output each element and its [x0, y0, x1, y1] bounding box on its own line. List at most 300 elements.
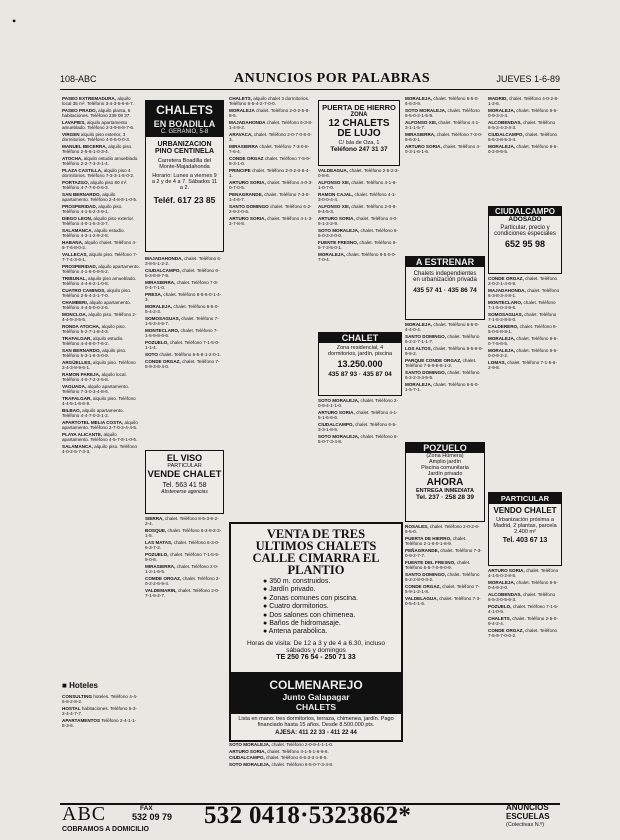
entry-text: chalet. Teléfono 4-1-3-0-0-4-4. — [318, 192, 397, 203]
classified-entry — [62, 192, 140, 203]
classified-entry — [405, 322, 483, 333]
ad-bullet-item — [263, 578, 401, 586]
classified-entry — [405, 572, 483, 583]
entry-text: chalet. Teléfono 6-5-0-7-5-6-5. — [488, 336, 558, 347]
entry-text: chalet. Teléfono 6-2-2-7-1-1-7. — [405, 334, 480, 345]
ad-particular-vendo — [488, 492, 562, 566]
entry-heading: SOTO — [145, 352, 158, 357]
entry-heading: CIUDALCAMPO, — [229, 755, 265, 761]
classified-entry — [229, 96, 313, 107]
entry-heading: PENAGRANDE, — [229, 192, 263, 197]
ad-phone: Teléfono 247 31 37 — [330, 146, 388, 153]
ad-phone: 652 95 98 — [504, 239, 546, 249]
ad-venta-tres-chalets — [229, 522, 403, 674]
fax-label: FAX — [140, 805, 153, 812]
escuelas-line-3: (Colectivas N.º) — [506, 822, 545, 828]
classified-entry — [145, 540, 222, 551]
section-heading-hoteles: ■ Hoteles — [62, 681, 98, 690]
entry-heading: TRAFALGAR, — [62, 336, 92, 341]
classified-entry — [62, 108, 140, 119]
bullet-text: Dos salones con chimenea. — [269, 611, 356, 619]
classified-entry — [488, 336, 560, 347]
entry-text: alquilo estudio. Teléfono 4-3-1-2-9-2-8. — [62, 228, 125, 239]
entry-text: chalet. Teléfono 6-5-0-2-9-6-5. — [488, 144, 558, 155]
entry-text: chalet. Teléfono 4-0-3-1-6-1-6. — [405, 144, 481, 155]
bullet-text: 350 m. construidos. — [269, 578, 331, 585]
classified-entry — [405, 96, 483, 107]
ad-el-viso — [145, 450, 224, 514]
page-header — [60, 73, 560, 89]
classified-entry — [318, 180, 400, 191]
classified-entry — [488, 592, 560, 603]
bullet-text: Jardín privado. — [269, 586, 316, 594]
corner-mark-icon: • — [12, 14, 17, 28]
entry-heading: PUERTA DE HIERRO, — [405, 536, 452, 541]
entry-text: alquilo piso exterior, 3 dormitorios. Teléfono 4-0-5-0-0-3. — [62, 132, 131, 143]
entry-text: chalet. Teléfono 7-3-0-9-2-7-7. — [405, 548, 482, 559]
ad-puerta-hierro — [318, 100, 400, 166]
classified-entry — [62, 408, 140, 419]
ad-note: ENTREGA INMEDIATA — [416, 488, 474, 494]
entry-heading: PLAYA ALICANTE, — [62, 432, 103, 437]
ad-title: EL VISO — [166, 453, 203, 463]
classified-entry — [488, 360, 560, 371]
entry-text: alquilo piso. Teléfono 2-5-4-3-1-7-0. — [62, 288, 132, 299]
entry-text: alquilo planta, 6 habitaciones. Teléfono 239 09 37. — [62, 108, 131, 119]
entry-heading: MONTECLARO, — [488, 300, 523, 305]
classified-entry — [488, 348, 560, 359]
ad-title: CHALETS — [146, 101, 223, 119]
ad-phone: Tel. 563 41 58 — [162, 482, 207, 489]
classified-column-6b — [488, 276, 560, 486]
entry-heading: MORALEJA, — [488, 336, 516, 341]
entry-heading: ARAVACA, — [229, 132, 253, 137]
ad-headline: CHALETS — [231, 702, 401, 714]
entry-text: chalet. Teléfono 6-5-0-7-3-4-8. — [318, 434, 399, 445]
classified-entry — [62, 432, 140, 443]
entry-text: chalet. Teléfono 6-5-3-0-5-6-3. — [488, 592, 556, 603]
entry-heading: CUATRO CAMINOS, — [62, 288, 106, 293]
entry-heading: RONDA ATOCHA, — [62, 324, 101, 329]
classified-entry — [229, 168, 313, 179]
entry-heading: SIERRA, — [145, 516, 164, 521]
classified-entry — [62, 384, 140, 395]
entry-heading: MAJADAHONDA — [229, 120, 266, 125]
entry-text: chalet. Teléfono 6-5-0-5-4-2-3. — [145, 304, 219, 315]
entry-heading: CONDE ORGAZ, — [145, 358, 181, 364]
entry-text: chalet. Teléfono 6-5-0-0-7-0-4. — [318, 252, 397, 263]
entry-heading: CHALETS, — [229, 96, 252, 101]
issue-date: JUEVES 1-6-89 — [496, 74, 560, 84]
classified-column-5 — [405, 96, 483, 252]
classified-entry — [145, 359, 222, 370]
classified-column-3 — [229, 96, 313, 512]
ad-phone: TE 250 76 54 - 250 71 33 — [276, 653, 356, 661]
ad-address: C/ Isla de Oza, 1 — [338, 140, 380, 146]
ad-phone: Tel. 237 · 258 28 39 — [415, 494, 475, 501]
classified-column-2 — [145, 256, 222, 446]
classified-entry — [229, 192, 313, 203]
classified-entry — [62, 360, 140, 371]
classified-entry — [229, 742, 399, 747]
entry-heading: SOTO MORALEJA, — [318, 398, 360, 403]
entry-text: alquilo piso exterior. Teléfono 4-0-1-5-3-3-7. — [62, 216, 135, 227]
classified-entry — [62, 204, 140, 215]
classified-entry — [62, 228, 140, 239]
entry-heading: SANTO DOMINGO, — [405, 334, 447, 339]
classified-entry — [488, 288, 560, 299]
entry-heading: MAJADAHONDA, — [145, 256, 183, 261]
entry-heading: CONDE ORGAZ, — [405, 584, 441, 589]
classifieds-phone: 532 0418·5323862* — [204, 802, 412, 829]
classified-entry — [488, 276, 560, 287]
entry-text: alquilo apartamento. Teléfono 4-5-7-8-1-0-6. — [62, 432, 138, 443]
classified-entry — [405, 132, 483, 143]
classified-entry — [62, 300, 140, 311]
entry-heading: PROSPERIDAD, — [62, 264, 97, 269]
ad-title: A ESTRENAR — [406, 257, 484, 267]
entry-heading: CIUDALCAMPO, — [145, 268, 181, 273]
entry-text: chalet. Teléfono 7-1-5-4-1-0-9. — [488, 604, 559, 615]
entry-text: chalet. Teléfono 7-3-0-1-4-6-7. — [229, 192, 310, 203]
classified-entry — [488, 312, 560, 323]
section-heading-text: Hoteles — [69, 681, 98, 690]
ad-bullet-item — [263, 603, 401, 611]
ad-title: CHALET — [319, 333, 401, 343]
entry-text: chalet. Teléfono 6-5-0-6-6-3-9. — [405, 96, 479, 107]
entry-text: chalet. Teléfono 7-3-0-5-4-1-6. — [405, 596, 481, 607]
entry-text: alquilo piso 80 m². Teléfono 4-7-7-0-0-6-3. — [62, 180, 128, 191]
entry-heading: CALDERERO, — [488, 324, 519, 329]
entry-text: chalet. Teléfono 6-5-3-8-9-7-9. — [145, 268, 220, 279]
entry-text: chalet. Teléfono 7-1-5-5-9-0-8. — [145, 552, 220, 563]
classified-entry — [145, 552, 222, 563]
entry-heading: ALCOBENDAS, — [488, 592, 522, 597]
classified-entry — [488, 144, 560, 155]
entry-text: chalet. Teléfono 4-1-5-0-2-8-5. — [488, 568, 559, 579]
classified-entry — [229, 120, 313, 131]
classified-entry — [145, 316, 222, 327]
entry-text: alquilo piso amueblado. Teléfono 4-4-6-2-1-0-8. — [62, 276, 137, 287]
entry-text: alquilo piso 4 dormitorios. Teléfono 7-3-3-1-5-0-2. — [62, 168, 135, 179]
classified-entry — [405, 596, 483, 607]
entry-text: chalet. Teléfono 6-5-7-3-5-0-1. — [318, 240, 397, 251]
ad-price: 13.250.000 — [337, 359, 383, 369]
cobramos-text: COBRAMOS A DOMICILIO — [62, 826, 149, 833]
classified-entry — [405, 584, 483, 595]
bullet-text: Baños de hidromasaje. — [269, 620, 341, 628]
entry-heading: FUENTE DEL FRESNO, — [405, 560, 456, 565]
entry-heading: ARTURO SORIA, — [318, 216, 355, 221]
entry-text: chalet. Teléfono 4-1-3-2-7-8-8. — [229, 216, 313, 227]
entry-heading: ARTURO SORIA, — [229, 216, 266, 221]
entry-text: chalet. Teléfono 7-1-5-9-8-6-6. — [145, 328, 218, 339]
ad-chalet — [318, 332, 402, 396]
ad-title: COLMENAREJO — [231, 676, 401, 692]
entry-text: chalet. Teléfono 2-0-2-1-4-6-9. — [488, 276, 558, 287]
classified-entry — [318, 216, 400, 227]
classified-entry — [62, 718, 140, 729]
ad-item: Piscina comunitaria — [421, 465, 469, 471]
entry-heading: LOMAS, — [488, 360, 506, 365]
entry-text: alquilo piso. Teléfono 2-5-6-1-0-3-4. — [62, 144, 133, 155]
classified-entry — [488, 604, 560, 615]
entry-text: chalet. Teléfono 7-3-0-8-7-6-4. — [229, 144, 310, 155]
entry-text: chalet. Teléfono 2-0-7-1-9-2-7. — [145, 588, 220, 599]
entry-heading: MIRASIERRA — [229, 144, 259, 149]
entry-text: alquilo estudio. Teléfono 4-4-8-0-7-6-2. — [62, 336, 124, 347]
entry-text: chalet. Teléfono 7-3-0-6-6-3-1. — [405, 132, 483, 143]
ad-item: Jardín privado — [427, 471, 463, 477]
classified-entry — [62, 312, 140, 323]
ad-headline: VENDE CHALET — [147, 469, 222, 480]
classified-entry — [145, 340, 222, 351]
entry-text: alquilo apartamento. Teléfono 2-7-0-3-4-4-5. — [62, 420, 138, 431]
classified-entry — [318, 168, 400, 179]
entry-text: chalet. Teléfono 6-3-9-2-3-1-5. — [145, 528, 222, 539]
entry-heading: PARQUE CONDE ORGAZ, — [405, 358, 462, 363]
classified-entry — [145, 292, 222, 303]
ad-address: C. GERANIO, 5-8 — [146, 129, 223, 137]
entry-text: chalet. Teléfono 4-1-3-1-1-5-7. — [405, 120, 480, 131]
bullet-text: Antena parabólica. — [268, 628, 328, 636]
entry-heading: SANTO DOMINGO, — [405, 572, 447, 577]
classified-entry — [488, 616, 560, 627]
ad-subtitle: (Zona Húmera) — [426, 453, 464, 459]
entry-heading: MORALEJA, — [488, 348, 516, 353]
entry-text: alquilo local. Teléfono 4-0-7-2-2-5-8. — [62, 372, 127, 383]
entry-text: chalet. Teléfono 2-0-2-6-6-5-0. — [405, 524, 480, 535]
entry-text: alquilo piso. Teléfono 2-4-4-9-3-5-5. — [62, 312, 137, 323]
ad-note: Abstenerse agencias — [161, 489, 208, 495]
entry-text: chalet. Teléfono 6-3-8-3-4-8-1. — [488, 288, 560, 299]
entry-text: chalet. Teléfono 2-5-0-9-4-2-4. — [488, 616, 558, 627]
bullet-icon: ● — [263, 620, 270, 628]
entry-heading: POZUELO, — [145, 552, 169, 557]
ad-colmenarejo — [229, 674, 403, 742]
entry-heading: MORALEJA, — [145, 304, 173, 309]
ad-subtitle: EN BOADILLA — [146, 119, 223, 129]
ad-item: Amplio jardín — [428, 459, 462, 465]
classified-entry — [488, 300, 560, 311]
entry-text: chalet. Teléfono 6-5-3-8-5-3-4. — [488, 132, 558, 143]
entry-text: chalet. Teléfono 6-5-0-2-1-5-9. — [405, 108, 480, 119]
classified-entry — [318, 252, 400, 263]
entry-heading: SOTO MORALEJA, — [229, 761, 271, 767]
bullet-text: Cuatro dormitorios. — [269, 603, 329, 611]
classified-entry — [229, 180, 313, 191]
classified-entry — [229, 755, 399, 760]
classified-entry — [62, 336, 140, 347]
entry-text: chalet. Teléfono 6-5-3-3-1-8-5. — [266, 755, 328, 761]
classified-entry — [488, 568, 560, 579]
classified-entry — [145, 588, 222, 599]
entry-text: chalet. Teléfono 7-1-5-2-8-5-0. — [488, 312, 557, 323]
classified-entry — [62, 324, 140, 335]
entry-text: alquilo chalet. Teléfono 4-5-7-6-8-0-2. — [62, 240, 137, 251]
entry-text: chalet. Teléfono 6-2-2-8-0-3-2. — [405, 572, 480, 583]
entry-heading: BOSQUE, — [145, 528, 167, 533]
classified-entry — [405, 346, 483, 357]
entry-text: chalet. Teléfono 4-0-3-0-7-0-5. — [229, 180, 313, 191]
entry-text: alquilo piso. Teléfono 4-0-2-5-7-3-3. — [62, 444, 137, 455]
entry-text: alquilo piso. Teléfono 4-4-5-1-6-6-9. — [62, 396, 136, 407]
classified-column-4b — [318, 398, 400, 516]
entry-heading: PEÑAGRANDE, — [405, 548, 439, 553]
entry-heading: VALDEMARIN, — [145, 588, 177, 593]
ad-phone: AJESA: 411 22 33 - 411 22 44 — [275, 730, 357, 736]
entry-heading: ALFONSO XIII, — [318, 204, 350, 209]
entry-heading: FUENTE FRESNO, — [318, 240, 359, 245]
entry-heading: MONTECLARO, — [145, 328, 180, 333]
classified-entry — [145, 576, 222, 587]
entry-heading: PASEO PRADO, — [62, 108, 97, 113]
classified-entry — [488, 628, 560, 639]
classified-entry — [405, 524, 483, 535]
classified-entry — [318, 434, 400, 445]
entry-text: alquilo piso. Teléfono 7-7-7-4-3-6-1. — [62, 252, 138, 263]
entry-text: chalet. Teléfono 2-0-9-4-1-1-0. — [271, 742, 334, 747]
classified-entry — [62, 144, 140, 155]
entry-text: chalet. Teléfono 7-5-9-8-8-1-3. — [405, 358, 477, 369]
entry-heading: MORALEJA, — [405, 322, 433, 327]
entry-heading: BILBAO, — [62, 408, 81, 413]
entry-heading: LAVAPIES, — [62, 120, 86, 125]
ad-hours: Horas de visita: De 12 a 3 y de 4 a 6.30, incluso sábados y domingos — [246, 639, 386, 654]
entry-text: chalet. Teléfono 8-5-9-0-9-5-2. — [405, 346, 483, 357]
classified-entry — [62, 120, 140, 131]
bullet-icon: ● — [263, 594, 270, 602]
entry-heading: PORTAZGO, — [62, 180, 89, 185]
entry-heading: HOSTAL — [62, 706, 81, 711]
classified-entry — [62, 216, 140, 227]
entry-heading: RAMON PAREJA, — [62, 372, 101, 377]
ad-line: PARTICULAR — [167, 463, 202, 469]
classified-entry — [405, 144, 483, 155]
ad-bullet-item — [263, 620, 401, 628]
entry-text: chalet. Teléfono 7-1-5-0-1-1-4. — [145, 340, 220, 351]
entry-heading: MIRASIERRA, — [145, 564, 176, 569]
entry-heading: MORALEJA, — [488, 108, 516, 113]
header-rule — [60, 89, 560, 90]
ad-ciudalcampo — [488, 206, 562, 274]
ad-subtitle: Junto Galapagar — [231, 692, 401, 702]
entry-heading: SOTO MORALEJA, — [318, 434, 360, 439]
entry-text: chalet. Teléfono 7-1-5-6-2-9-8. — [488, 360, 557, 371]
classified-entry — [62, 240, 140, 251]
entry-heading: ARTURO SORIA, — [488, 568, 525, 573]
classified-entry — [62, 444, 140, 455]
classified-entry — [405, 560, 483, 571]
classified-entry — [318, 228, 400, 239]
entry-text: chalet. Teléfono 2-5-2-3-0-8-6. — [318, 168, 400, 179]
entry-text: chalet. Teléfono 8-5-3-6-2-2-4. — [145, 516, 219, 527]
entry-text: chalet. Teléfono 6-3-8-1-4-9-2. — [229, 120, 313, 131]
ad-headline: AHORA — [426, 477, 464, 488]
classified-entry — [229, 132, 313, 143]
classified-entry — [405, 120, 483, 131]
bullet-icon: ● — [263, 603, 270, 611]
entry-heading: LAS MATAS, — [145, 540, 173, 545]
classified-entry — [488, 108, 560, 119]
footer-brand: ABC — [62, 803, 107, 825]
entry-text: alquilo local 35 m². Teléfono 3-4-3-5-6-6-7. — [62, 96, 134, 107]
entry-text: chalet. Teléfono 2-0-7-0-6-0-3. — [229, 132, 312, 143]
escuelas-line-1: ANUNCIOS — [506, 803, 549, 812]
classified-entry — [405, 382, 483, 393]
ad-headline: VENDO CHALET — [493, 506, 557, 515]
classified-entry — [318, 204, 400, 215]
entry-text: chalet. Teléfono 6-5-3-3-1-8-5. — [318, 422, 397, 433]
classified-entry — [229, 216, 313, 227]
entry-heading: PROSPERIDAD, — [62, 204, 97, 209]
classified-entry — [405, 548, 483, 559]
entry-heading: MORALEJA, — [405, 382, 433, 387]
entry-heading: SOTO MORALEJA, — [318, 228, 360, 233]
entry-text: chalet. Teléfono 6-5-0-5-8-8-1. — [488, 324, 558, 335]
entry-heading: COMDE ORGAZ, — [145, 576, 182, 581]
entry-text: alquilo apartamento. Teléfono 2-4-8-8-1-0-5. — [62, 192, 138, 203]
entry-heading: SALAMANCA, — [62, 228, 93, 233]
entry-text: chalet. Teléfono 7-5-9-1-2-1-8. — [405, 584, 480, 595]
entry-text: chalet. Teléfono 7-1-5-3-4-5-7. — [145, 316, 219, 327]
ad-body: Chalets independientes en urbanización privada — [413, 271, 477, 283]
ad-bullet-item — [263, 628, 401, 636]
classified-column-1b — [62, 694, 140, 800]
classified-entry — [62, 156, 140, 167]
entry-heading: SOTO MORALEJA, — [405, 108, 447, 113]
entry-text: chalet. Teléfono 6-5-7-0-9-0-9. — [405, 560, 471, 571]
footer-band — [60, 802, 560, 835]
entry-heading: SOMOSAGUAS, — [145, 316, 180, 321]
ad-headline: VENTA DE TRES ULTIMOS CHALETS CALLE CIMARRA EL PLANTIO — [252, 527, 380, 577]
classified-entry — [62, 288, 140, 299]
classified-column-5c — [405, 524, 483, 800]
entry-heading: CONDE ORGAZ — [229, 156, 264, 161]
classified-entry — [405, 536, 483, 547]
ad-body: Lista en mano: tres dormitorios, terraza, chimenea, jardín. Pago financiado hasta 15 años. Desde 8.500.000 pts. — [238, 716, 394, 728]
entry-heading: CONDE ORGAZ, — [488, 628, 524, 633]
classified-entry — [145, 268, 222, 279]
entry-heading: SOTO MORALEJA, — [229, 742, 271, 747]
entry-text: alquilo piso. Teléfono 2-4-3-8-9-6-1. — [62, 360, 136, 371]
entry-heading: MORALEJA, — [488, 144, 516, 149]
ad-chalets-boadilla — [145, 100, 224, 252]
classified-entry — [145, 280, 222, 291]
entry-heading: ATOCHA, — [62, 156, 83, 161]
entry-text: chalet. Teléfono 6-3-0-6-3-7-2. — [145, 540, 220, 551]
entry-text: chalet. Teléfono 2-0-8-9-4-5-3. — [318, 204, 397, 215]
entry-text: alquilo apartamento. Teléfono 7-3-0-3-4-8-6. — [62, 384, 130, 395]
bullet-icon: ● — [263, 578, 270, 585]
entry-heading: CHALETS, — [488, 616, 511, 621]
classified-column-6 — [488, 96, 560, 206]
entry-text: alquilo piso. Teléfono 4-1-5-2-3-9-1. — [62, 204, 123, 215]
page-number: 108-ABC — [60, 74, 97, 84]
classified-entry — [229, 204, 313, 215]
classified-entry — [229, 144, 313, 155]
classified-entry — [229, 762, 399, 767]
entry-heading: PRINCIPE — [229, 168, 251, 173]
entry-text: chalet. Teléfono 4-1-5-1-6-6-6. — [267, 748, 329, 754]
classified-entry — [488, 96, 560, 107]
ad-bullet-item — [263, 612, 401, 620]
entry-heading: MIRASIERRA, — [145, 280, 176, 285]
ad-body: Urbanización próxima a Madrid, 2 plantas, parcela 2.400 m² — [493, 517, 557, 535]
entry-heading: SANTO DOMINGO — [229, 204, 269, 209]
entry-heading: SANTO DOMINGO, — [405, 370, 447, 375]
classified-entry — [62, 168, 140, 179]
